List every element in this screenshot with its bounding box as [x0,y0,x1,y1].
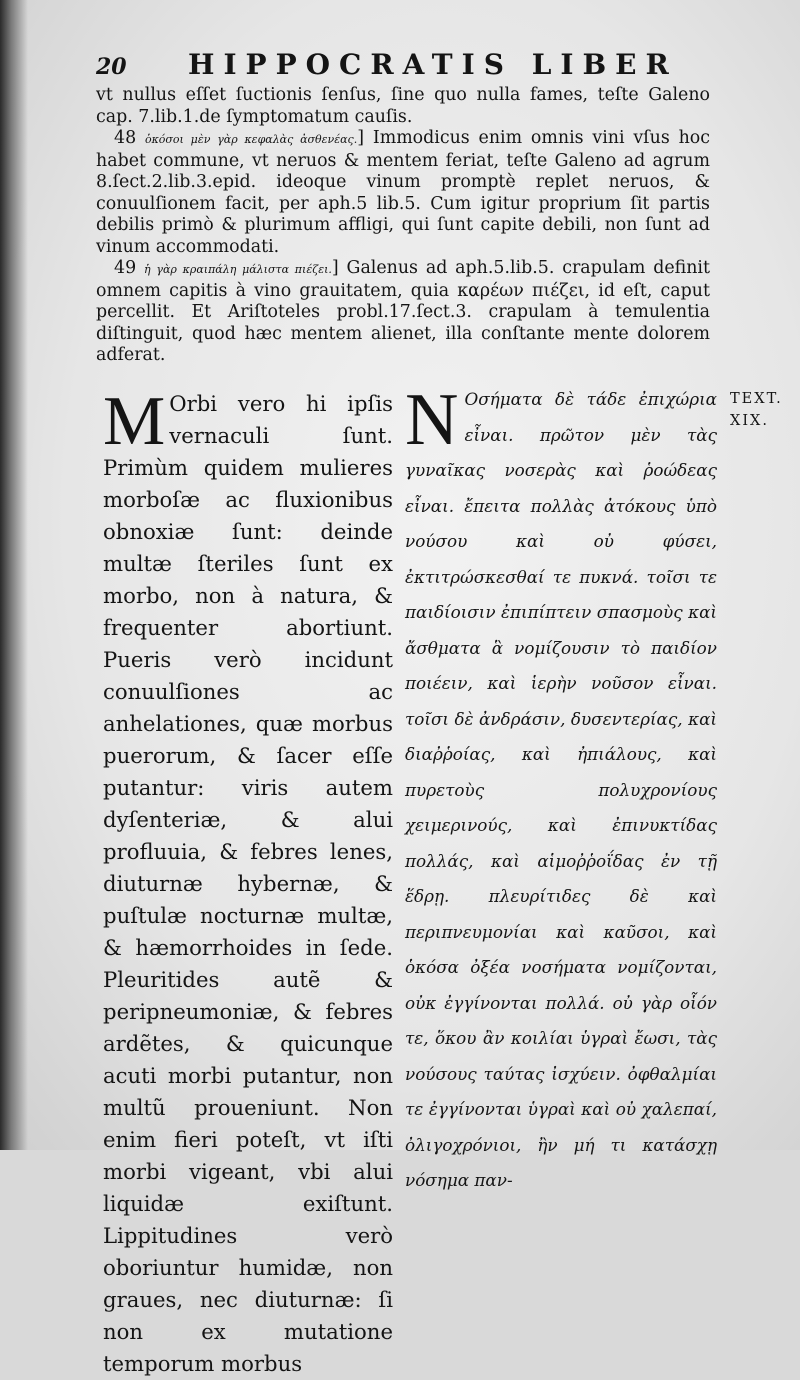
margin-label: TEXT. [730,391,783,407]
running-head: HIPPOCRATIS LIBER [188,48,678,81]
greek-drop-cap: N [405,379,459,461]
margin-number: XIX. [730,413,769,429]
note-49-text: ] Galenus ad aph.5.lib.5. crapulam definit omnem capitis à vino grauitatem, quia καρέων πιέζει, id eſt, caput percellit. Et Ariſtoteles probl.17.ſect.3. crapulam à temulentia diſtinguit, quod hæc mentem alienet, illa conſtante mente dolorem adferat. [96,258,710,365]
note-49 [96,258,710,367]
greek-paragraph [405,379,717,1199]
commentary-notes [96,85,710,367]
latin-column [103,383,393,1380]
greek-column [405,379,717,1199]
note-48-number: 48 [114,128,137,148]
note-48-greek-lemma: ὁκόσοι μὲν γὰρ κεφαλὰς ἀσθενέας. [144,133,358,146]
latin-paragraph [103,383,393,1380]
folio-number: 20 [96,54,127,80]
note-49-number: 49 [114,258,137,278]
page-header [96,48,696,82]
greek-text: Οσήματα δὲ τάδε ἐπιχώρια εἶναι. πρῶτον μὲν τὰς γυναῖκας νοσερὰς καὶ ῥοώδεας εἶναι. ἔπειτα πολλὰς ἀτόκους ὑπὸ νούσου καὶ οὐ φύσει, ἐκτιτρώσκεσθαί τε πυκνά. τοῖσι τε παιδίοισιν ἐπιπίπτειν σπασμοὺς καὶ ἄσθματα ἃ νομίζουσιν τὸ παιδίον ποιέειν, καὶ ἱερὴν νοῦσον εἶναι. τοῖσι δὲ ἀνδράσιν, δυσεντερίας, καὶ διαῤῥοίας, καὶ ἠπιάλους, καὶ πυρετοὺς πολυχρονίους χειμερινούς, καὶ ἐπινυκτίδας πολλάς, καὶ αἱμοῤῥοΐδας ἐν τῇ ἕδρῃ. πλευρίτιδες δὲ καὶ περιπνευμονίαι καὶ καῦσοι, καὶ ὁκόσα ὀξέα νοσήματα νομίζονται, οὐκ ἐγγίνονται πολλά. οὐ γὰρ οἷόν τε, ὅκου ἂν κοιλίαι ὑγραὶ ἔωσι, τὰς νούσους ταύτας ἰσχύειν. ὀφθαλμίαι τε ἐγγίνονται ὑγραὶ καὶ οὐ χαλεπαί, ὀλιγοχρόνιοι, ἢν μή τι κατάσχῃ νόσημα παν- [405,389,717,1190]
latin-text: Orbi vero hi ipſis vernaculi ſunt. Primùm quidem mulieres morboſæ ac fluxionibus obnoxiæ ſunt: deinde multæ ſteriles ſunt ex morbo, non à natura, & frequenter abortiunt. Pueris verò incidunt conuulſiones ac anhelationes, quæ morbus puerorum, & ſacer eſſe putantur: viris autem dyſenteriæ, & alui profluuia, & febres lenes, diuturnæ hybernæ, & puſtulæ nocturnæ multæ, & hæmorrhoides in ſede. Pleuritides autẽ & peripneumoniæ, & febres ardẽtes, & quicunque acuti morbi putantur, non multũ proueniunt. Non enim fieri poteſt, vt iſti morbi vigeant, vbi alui liquidæ exiſtunt. Lippitudines verò oboriuntur humidæ, non graues, nec diuturnæ: ſi non ex mutatione temporum morbus [103,391,393,1376]
latin-drop-cap: M [103,383,166,460]
note-continuation: vt nullus eſſet ſuctionis ſenſus, ſine quo nulla fames, teſte Galeno cap. 7.lib.1.de ſymptomatum cauſis. [96,85,710,127]
note-48 [96,128,710,258]
note-49-greek-lemma: ἡ γὰρ κραιπάλη μάλιστα πιέζει. [143,263,332,276]
note-48-text: ] Immodicus enim omnis vini vſus hoc habet commune, vt neruos & mentem feriat, teſte Galeno ad agrum 8.ſect.2.lib.3.epid. ideoque vinum promptè replet neruos, & conuulſionem facit, per aph.5 lib.5. Cum igitur proprium ſit partis debilis primò & plurimum affligi, qui ſunt capite debili, non ſunt ad vinum accommodati. [96,128,710,257]
margin-text-marker [730,388,783,432]
